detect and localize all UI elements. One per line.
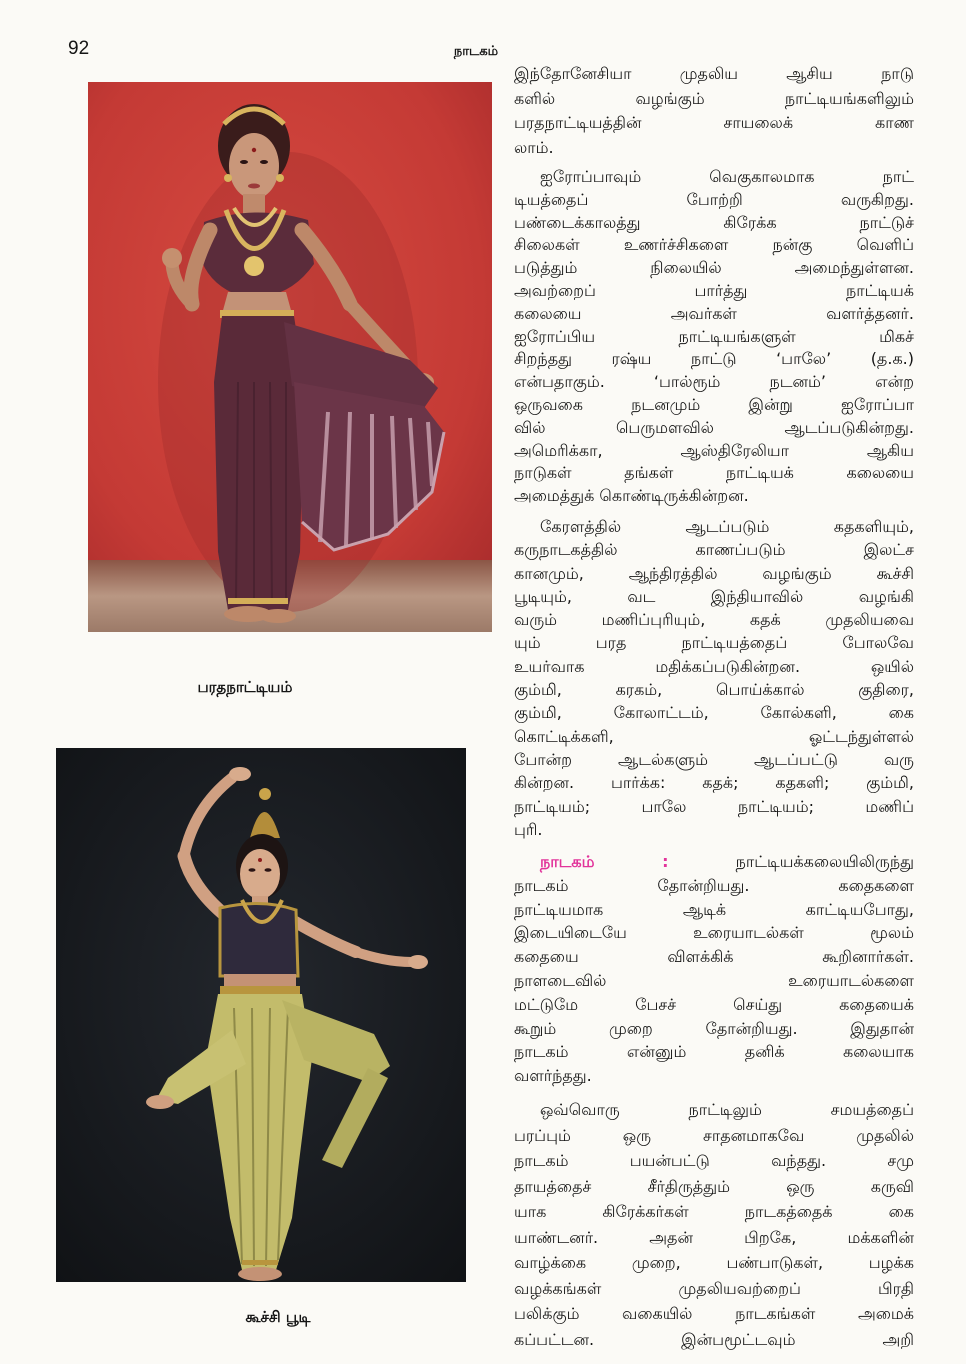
text-line: வில் பெருமளவில் ஆடப்படுகின்றது. <box>514 417 914 437</box>
paragraph <box>514 62 914 161</box>
figure-caption: பரதநாட்டியம் <box>197 678 293 696</box>
text-line: அமைத்துக் கொண்டிருக்கின்றன. <box>514 486 749 506</box>
text-line: நாளடைவில் உரையாடல்களை <box>514 970 914 990</box>
text-line <box>514 850 914 874</box>
text-line: இந்தோனேசியா முதலிய ஆசிய நாடு <box>514 64 914 83</box>
dancer-midriff <box>224 974 296 988</box>
text-line: யாண்டனர். அதன் பிறகே, மக்களின் <box>514 1227 914 1247</box>
paragraph <box>514 166 914 508</box>
kuchipudi-photo-image <box>56 748 466 1282</box>
text-line: கருநாடகத்தில் காணப்படும் இலட்ச <box>514 540 914 560</box>
bharatanatyam-photo-image <box>88 82 492 632</box>
eye <box>265 868 272 872</box>
text-line: சிறந்தது ரஷ்ய நாட்டு ‘பாலே’ (த.க.) <box>514 349 914 369</box>
text-line: கும்மி, கரகம், பொய்க்கால் குதிரை, <box>514 680 914 700</box>
lips <box>248 184 260 189</box>
text-line: ஐரோப்பாவும் வெகுகாலமாக நாட் <box>540 167 914 186</box>
eye <box>240 160 248 164</box>
text-line: நாட்டியம்; பாலே நாட்டியம்; மணிப் <box>514 796 914 816</box>
paragraph-entry-nadagam <box>514 850 914 1088</box>
extended-hand <box>408 955 428 969</box>
text-line: கூறும் முறை தோன்றியது. இதுதான் <box>514 1018 914 1038</box>
text-line: ஒருவகை நடனமும் இன்று ஐரோப்பா <box>514 394 914 414</box>
dancer-neck <box>243 194 265 214</box>
text-line: பரதநாட்டியத்தின் சாயலைக் காண <box>514 113 914 133</box>
standing-foot <box>238 1267 282 1281</box>
text-line: கேரளத்தில் ஆடப்படும் கதகளியும், <box>540 517 914 536</box>
text-line: கானமும், ஆந்திரத்தில் வழங்கும் கூச்சி <box>514 563 914 583</box>
earring <box>224 174 232 182</box>
anklet <box>242 1260 278 1265</box>
bharatanatyam-photo <box>88 82 492 632</box>
line-text: நாட்டியக்கலையிலிருந்து <box>735 852 914 871</box>
text-line: அவற்றைப் பார்த்து நாட்டியக் <box>514 280 914 300</box>
text-line: யும் பரத நாட்டியத்தைப் போலவே <box>514 633 914 653</box>
text-line: பலிக்கும் வகையில் நாடகங்கள் அமைக் <box>514 1304 914 1323</box>
text-line: யாக கிரேக்கர்கள் நாடகத்தைக் கை <box>514 1202 914 1221</box>
text-line: நாடகம் பயன்பட்டு வந்தது. சமு <box>514 1151 914 1170</box>
bindi <box>252 148 256 152</box>
bindi <box>258 858 262 862</box>
text-line: உயர்வாக மதிக்கப்படுகின்றன. ஒயில் <box>514 656 914 676</box>
text-line: டியத்தைப் போற்றி வருகிறது. <box>514 189 914 209</box>
kuchipudi-photo <box>56 748 466 1282</box>
dancer-face <box>240 849 280 899</box>
crown-top <box>259 788 271 800</box>
text-line: கதையை விளக்கிக் கூறினார்கள். <box>514 947 914 967</box>
text-line: மட்டுமே பேசச் செய்து கதையைக் <box>514 994 914 1014</box>
figure-caption: கூச்சி பூடி <box>245 1308 311 1326</box>
text-line: புரி. <box>514 819 543 839</box>
text-line: கலையை அவர்கள் வளர்த்தனர். <box>514 303 914 323</box>
dancer-blouse <box>220 903 298 976</box>
dancer-face <box>229 133 279 199</box>
paragraph <box>514 515 914 841</box>
anklet <box>228 598 288 604</box>
text-line: போன்ற ஆடல்களும் ஆடப்பட்டு வரு <box>514 749 914 769</box>
text-line: கொட்டிக்களி, ஓட்டந்துள்ளல் <box>514 726 914 746</box>
text-line: நாட்டியமாக ஆடிக் காட்டியபோது, <box>514 899 914 919</box>
text-line: வழக்கங்கள் முதலியவற்றைப் பிரதி <box>514 1278 914 1298</box>
text-line: இடையிடையே உரையாடல்கள் மூலம் <box>514 923 914 943</box>
text-line: படுத்தும் நிலையில் அமைந்துள்ளன. <box>514 258 914 278</box>
text-line: கும்மி, கோலாட்டம், கோல்களி, கை <box>514 703 914 723</box>
text-line: அமெரிக்கா, ஆஸ்திரேலியா ஆகிய <box>514 440 914 460</box>
left-hand <box>162 248 182 268</box>
text-line: கின்றன. பார்க்க: கதக்; கதகளி; கும்மி, <box>514 773 914 793</box>
text-line: தாயத்தைச் சீர்திருத்தும் ஒரு கருவி <box>514 1176 914 1196</box>
text-line: சிலைகள் உணர்ச்சிகளை நன்கு வெளிப் <box>514 235 914 255</box>
text-line: வாழ்க்கை முறை, பண்பாடுகள், பழக்க <box>514 1253 914 1272</box>
text-line: நாடுகள் தங்கள் நாட்டியக் கலையை <box>514 463 914 483</box>
page-number: 92 <box>68 38 90 59</box>
entry-heading: நாடகம் : <box>540 852 669 871</box>
right-foot <box>260 609 296 623</box>
running-head: நாடகம் <box>453 44 499 59</box>
text-line: ஒவ்வொரு நாட்டிலும் சமயத்தைப் <box>540 1100 914 1119</box>
text-line: பரப்பும் ஒரு சாதனமாகவே முதலில் <box>514 1125 914 1145</box>
text-line: வளர்ந்தது. <box>514 1066 592 1086</box>
text-line: பூடியும், வட இந்தியாவில் வழங்கி <box>514 586 914 606</box>
extended-foot <box>146 1095 174 1109</box>
text-line: லாம். <box>514 138 554 158</box>
eye <box>249 868 256 872</box>
pendant <box>244 256 264 276</box>
text-line: ஐரோப்பிய நாட்டியங்களுள் மிகச் <box>514 326 914 346</box>
text-line: நாடகம் என்னும் தனிக் கலையாக <box>514 1042 914 1062</box>
paragraph <box>514 1097 914 1352</box>
raised-hand <box>229 767 251 781</box>
text-line: பண்டைக்காலத்து கிரேக்க நாட்டுச் <box>514 212 914 232</box>
earring <box>276 174 284 182</box>
waist-belt <box>220 986 300 994</box>
text-line: வரும் மணிப்புரியும், கதக் முதலியவை <box>514 610 914 630</box>
text-line: களில் வழங்கும் நாட்டியங்களிலும் <box>514 88 914 108</box>
text-line: கப்பட்டன. இன்பமூட்டவும் அறி <box>514 1329 914 1349</box>
text-line: நாடகம் தோன்றியது. கதைகளை <box>514 875 914 895</box>
text-line: என்பதாகும். ‘பால்ரூம் நடனம்’ என்ற <box>514 372 914 392</box>
eye <box>260 160 268 164</box>
